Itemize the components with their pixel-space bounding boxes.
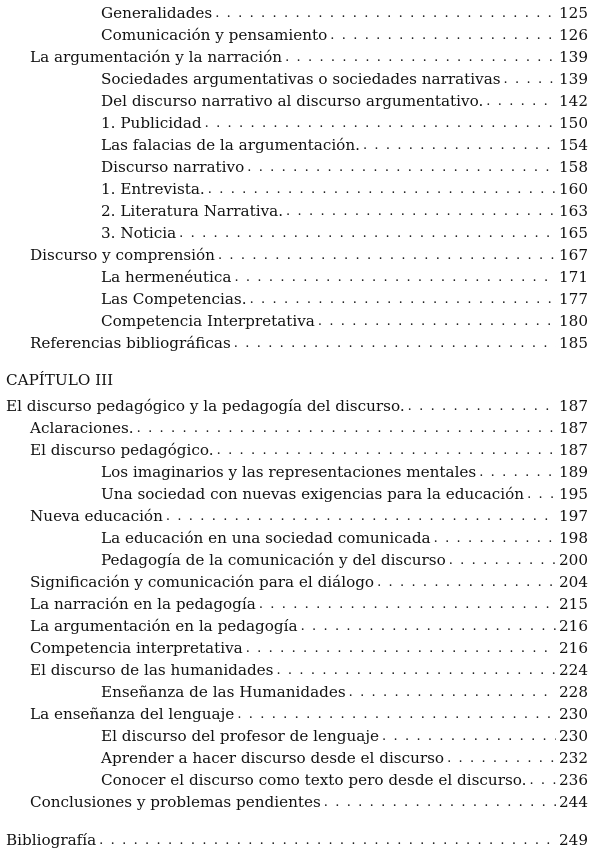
toc-entry-title: El discurso del profesor de lenguaje [101,727,380,745]
toc-entry-title: Una sociedad con nuevas exigencias para la educación [101,485,525,503]
chapter-heading: CAPÍTULO III [6,371,114,389]
dot-leader [237,705,556,723]
dot-leader [259,595,556,613]
toc-entry-page: 158 [559,158,588,176]
dot-leader [276,661,556,679]
dot-leader [234,334,556,352]
toc-entry-page: 216 [559,617,588,635]
toc-entry-page: 185 [559,334,588,352]
toc-entry-bibliography [6,827,588,849]
toc-entry [101,0,588,22]
toc-entry-title: Aprender a hacer discurso desde el discurso [101,749,445,767]
dot-leader [137,419,556,437]
toc-entry-page: 189 [559,463,588,481]
toc-entry [30,415,588,437]
toc-entry [101,22,588,44]
toc-entry [101,110,588,132]
toc-entry-title: El discurso de las humanidades [30,661,274,679]
toc-entry-page: 125 [559,4,588,22]
toc-entry-title: La argumentación en la pedagogía [30,617,298,635]
toc-entry-title: El discurso pedagógico. [30,441,214,459]
toc-entry [101,459,588,481]
dot-leader [527,485,556,503]
toc-entry-page: 187 [559,441,588,459]
toc-entry-title: Los imaginarios y las representaciones mentales [101,463,477,481]
toc-entry-page: 236 [559,771,588,789]
toc-entry-title: Competencia Interpretativa [101,312,315,330]
toc-entry-title: La narración en la pedagogía [30,595,256,613]
dot-leader [363,136,556,154]
toc-entry-page: 200 [559,551,588,569]
toc-entry-page: 228 [559,683,588,701]
toc-entry-page: 167 [559,246,588,264]
toc-entry [101,132,588,154]
dot-leader [301,617,556,635]
toc-entry [30,44,588,66]
toc-entry-title: Comunicación y pensamiento [101,26,328,44]
toc-entry-title: La argumentación y la narración [30,48,283,66]
dot-leader [217,441,556,459]
dot-leader [234,268,556,286]
toc-entry [101,66,588,88]
dot-leader [447,749,556,767]
toc-entry-title: La educación en una sociedad comunicada [101,529,431,547]
dot-leader [504,70,556,88]
toc-entry-page: 171 [559,268,588,286]
dot-leader [247,158,556,176]
toc-entry-page: 126 [559,26,588,44]
toc-entry-title: 3. Noticia [101,224,177,242]
toc-entry-title: Discurso y comprensión [30,246,215,264]
toc-entry [101,481,588,503]
dot-leader [408,397,556,415]
toc-entry-page: 187 [559,397,588,415]
toc-entry-title: Discurso narrativo [101,158,245,176]
toc-entry-title: Enseñanza de las Humanidades [101,683,346,701]
dot-leader [486,92,556,110]
toc-entry-title: La hermenéutica [101,268,232,286]
toc-entry [30,569,588,591]
toc-entry [30,503,588,525]
toc-entry [30,242,588,264]
toc-entry [101,88,588,110]
dot-leader [166,507,556,525]
toc-entry-page: 198 [559,529,588,547]
toc-entry-title: Pedagogía de la comunicación y del discurso [101,551,446,569]
toc-entry-page: 215 [559,595,588,613]
toc-entry [101,286,588,308]
toc-entry [101,154,588,176]
toc-entry-page: 160 [559,180,588,198]
toc-entry-title: El discurso pedagógico y la pedagogía del discurso. [6,397,405,415]
toc-entry-page: 177 [559,290,588,308]
dot-leader [285,48,556,66]
dot-leader [218,246,556,264]
dot-leader [479,463,556,481]
toc-entry-title: Sociedades argumentativas o sociedades narrativas [101,70,501,88]
toc-entry [30,613,588,635]
dot-leader [179,224,556,242]
toc-entry [30,701,588,723]
dot-leader [215,4,556,22]
toc-entry-page: 244 [559,793,588,811]
toc-entry-title: Del discurso narrativo al discurso argumentativo. [101,92,484,110]
toc-entry-page: 139 [559,70,588,88]
toc-entry [30,657,588,679]
dot-leader [529,771,556,789]
toc-entry [30,635,588,657]
toc-entry [101,264,588,286]
toc-entry-title: Conocer el discurso como texto pero desde el discurso. [101,771,527,789]
toc-entry [30,789,588,811]
toc-entry-title: Aclaraciones. [30,419,134,437]
dot-leader [250,290,556,308]
dot-leader [349,683,556,701]
toc-entry-page: 232 [559,749,588,767]
toc-entry [101,198,588,220]
dot-leader [330,26,556,44]
toc-entry-title: Las falacias de la argumentación. [101,136,360,154]
toc-entry-title: 1. Entrevista. [101,180,205,198]
toc-entry [101,679,588,701]
toc-entry [101,525,588,547]
toc-entry-page: 224 [559,661,588,679]
toc-entry-page: 139 [559,48,588,66]
dot-leader [382,727,556,745]
toc-entry-page: 187 [559,419,588,437]
toc-entry-title: Competencia interpretativa [30,639,243,657]
toc-entry-page: 142 [559,92,588,110]
toc-entry-title: Significación y comunicación para el diálogo [30,573,375,591]
toc-entry-title: 2. Literatura Narrativa. [101,202,284,220]
toc-entry-title: Conclusiones y problemas pendientes [30,793,321,811]
dot-leader [286,202,556,220]
toc-entry-page: 195 [559,485,588,503]
toc-entry-page: 216 [559,639,588,657]
toc-entry [30,591,588,613]
dot-leader [99,831,556,849]
toc-entry-page: 163 [559,202,588,220]
toc-entry [101,547,588,569]
toc-entry [101,220,588,242]
dot-leader [246,639,556,657]
toc-entry [30,437,588,459]
toc-entry-page: 249 [559,831,588,849]
toc-entry-title: La enseñanza del lenguaje [30,705,235,723]
toc-entry-page: 230 [559,705,588,723]
toc-entry [101,767,588,789]
dot-leader [324,793,556,811]
dot-leader [318,312,556,330]
toc-entry-page: 150 [559,114,588,132]
toc-entry-title: Las Competencias. [101,290,247,308]
dot-leader [377,573,556,591]
toc-entry-page: 180 [559,312,588,330]
toc-entry [101,308,588,330]
toc-entry-title: Referencias bibliográficas [30,334,231,352]
toc-entry [101,176,588,198]
toc-entry-title: Generalidades [101,4,213,22]
toc-entry [30,330,588,352]
dot-leader [205,114,556,132]
toc-entry [101,745,588,767]
dot-leader [449,551,556,569]
toc-entry-page: 230 [559,727,588,745]
toc-entry-page: 165 [559,224,588,242]
dot-leader [208,180,556,198]
toc-entry [101,723,588,745]
toc-entry-page: 197 [559,507,588,525]
toc-entry-title: 1. Publicidad [101,114,202,132]
toc-entry-title: Bibliografía [6,831,97,849]
toc-entry-page: 204 [559,573,588,591]
toc-entry [6,393,588,415]
dot-leader [434,529,556,547]
toc-entry-title: Nueva educación [30,507,163,525]
toc-entry-page: 154 [559,136,588,154]
